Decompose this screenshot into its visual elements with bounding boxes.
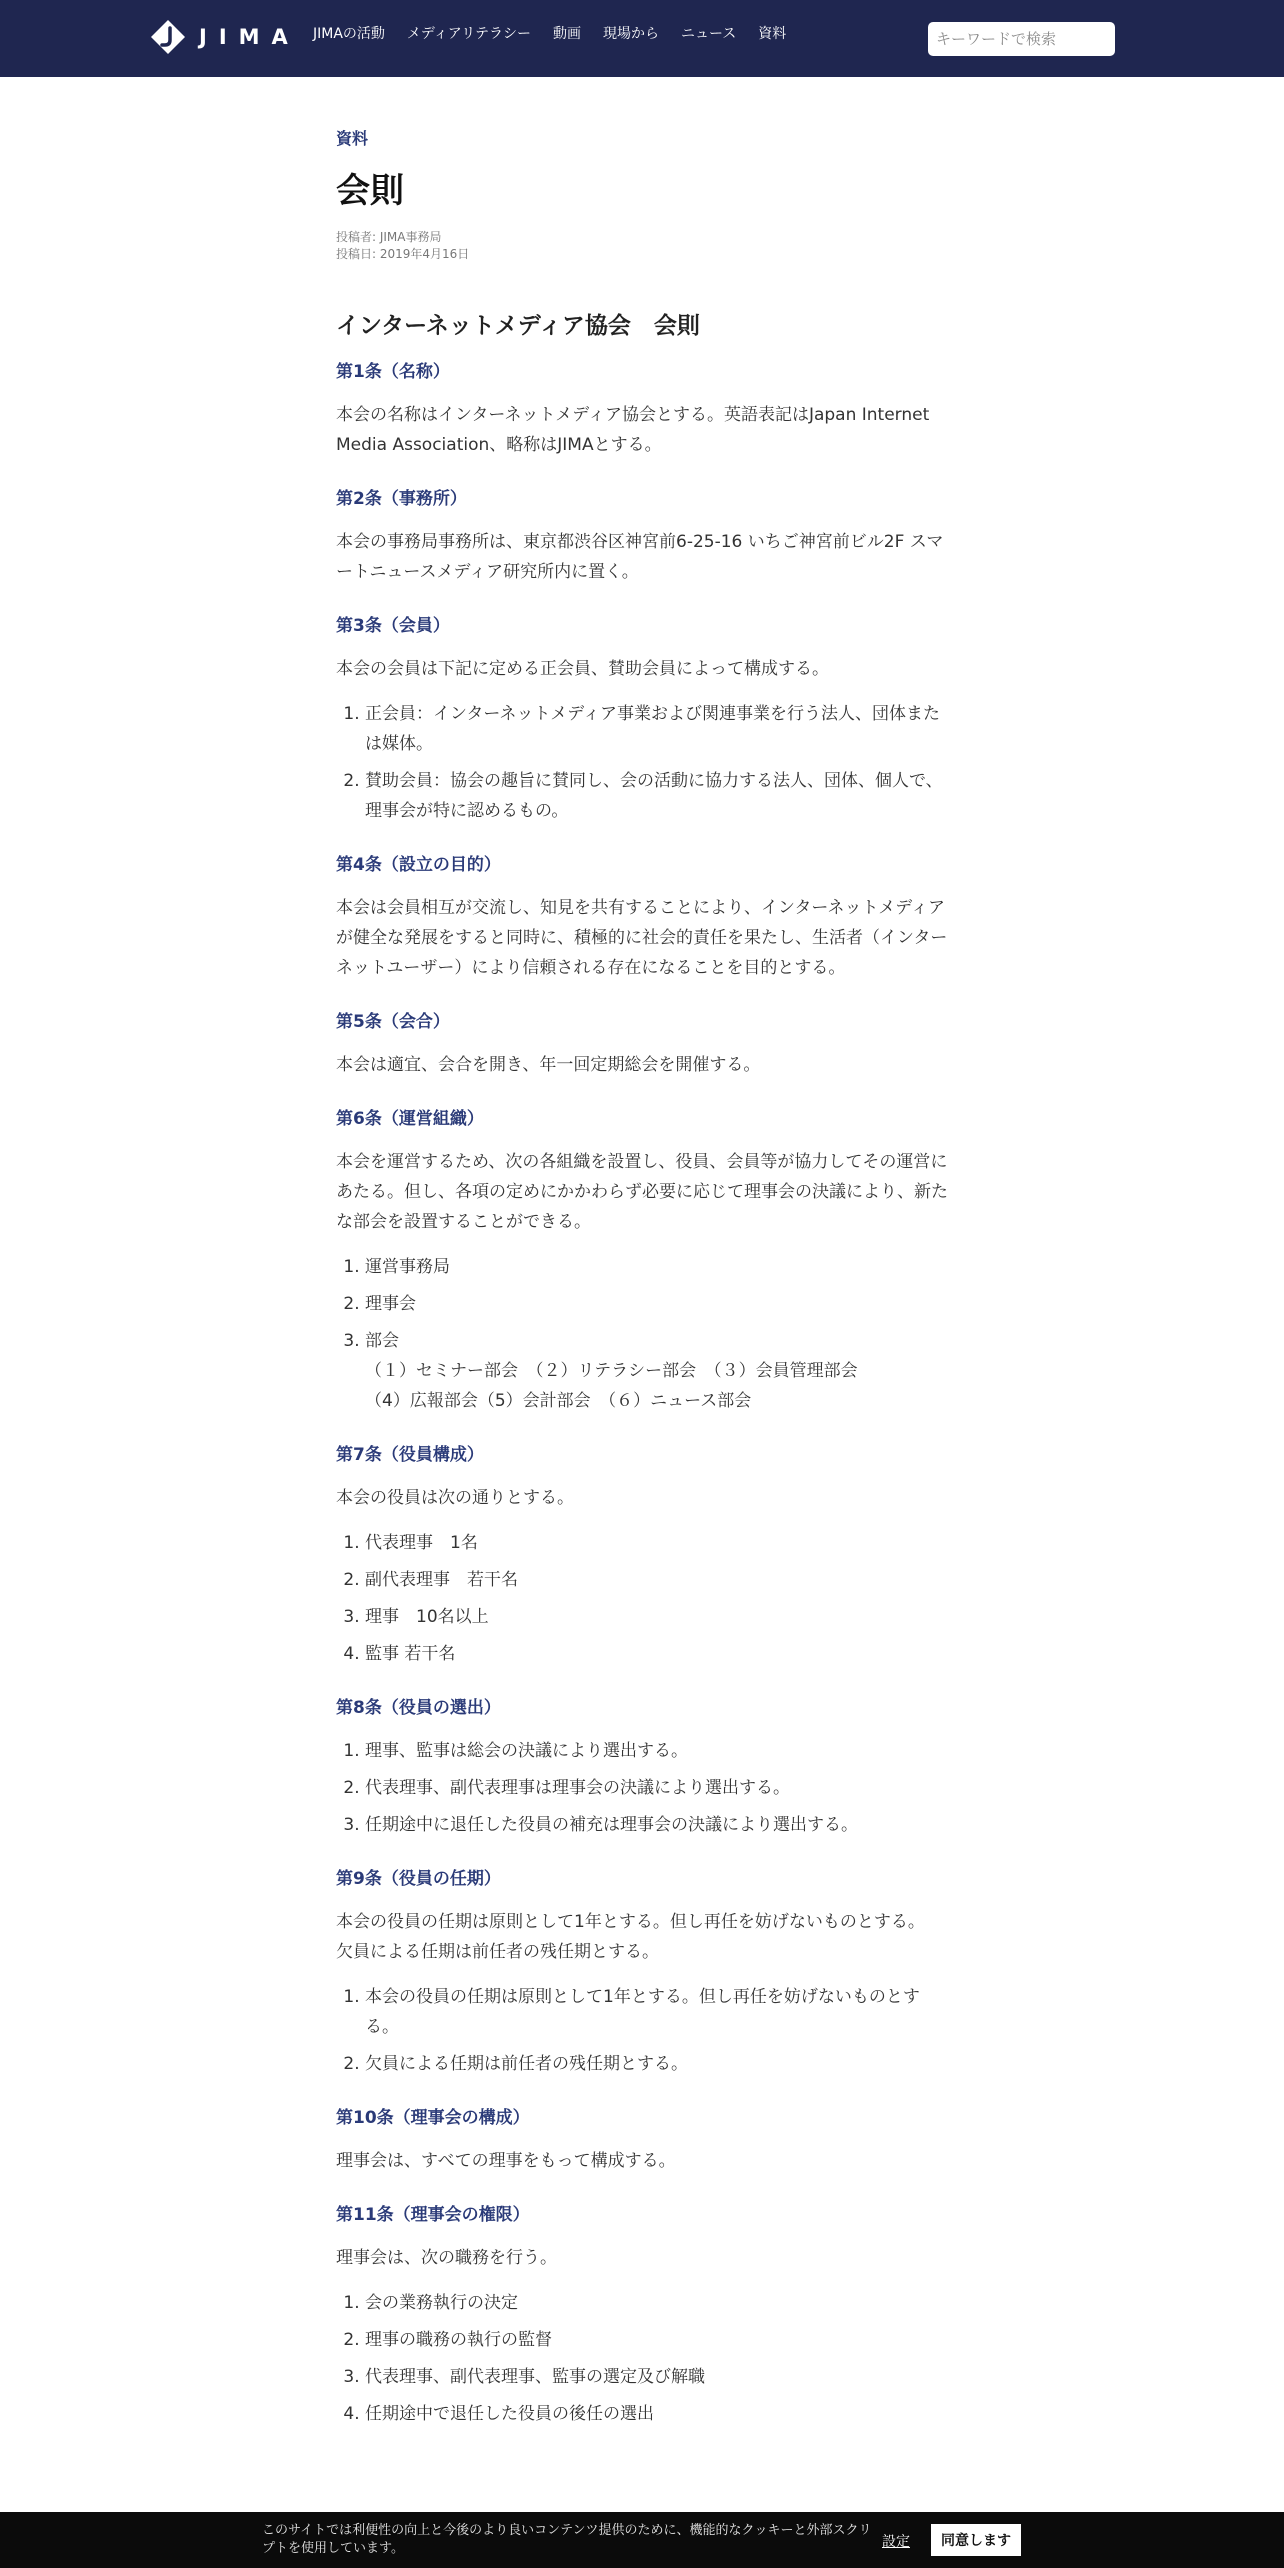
article-3-text: 本会の会員は下記に定める正会員、賛助会員によって構成する。 — [336, 659, 829, 679]
article-10-text: 理事会は、すべての理事をもって構成する。 — [336, 2151, 676, 2171]
article-11-text: 理事会は、次の職務を行う。 — [336, 2248, 557, 2268]
list-item: 1. 代表理事 1名 — [365, 1528, 950, 1558]
article-2-title: 第2条（事務所） — [336, 489, 467, 509]
jima-logo-icon — [151, 20, 185, 54]
nav-videos[interactable]: 動画 — [552, 26, 581, 42]
article-1-title: 第1条（名称） — [336, 362, 450, 382]
subcommittee-line-2: （4）広報部会（5）会計部会 （６）ニュース部会 — [365, 1391, 752, 1411]
subcommittee-line-1: （１）セミナー部会 （２）リテラシー部会 （３）会員管理部会 — [365, 1361, 858, 1381]
article-1-text: 本会の名称はインターネットメディア協会とする。英語表記はJapan Internet Media Association、略称はJIMAとする。 — [336, 405, 930, 455]
nav-news[interactable]: ニュース — [680, 26, 737, 42]
nav-activities[interactable]: JIMAの活動 — [313, 26, 385, 42]
site-logo[interactable] — [151, 20, 300, 54]
main-nav — [313, 24, 808, 44]
list-item: 2. 賛助会員：協会の趣旨に賛同し、会の活動に協力する法人、団体、個人で、理事会が特に認めるもの。 — [365, 766, 950, 826]
list-item-label: 部会 — [365, 1331, 399, 1351]
cookie-notice-text: このサイトでは利便性の向上と今後のより良いコンテンツ提供のために、機能的なクッキーと外部スクリプトを使用しています。 — [262, 2523, 872, 2556]
article-7-list — [365, 1528, 950, 1669]
nav-field-reports[interactable]: 現場から — [602, 26, 659, 42]
article-6-title: 第6条（運営組織） — [336, 1109, 484, 1129]
cookie-settings-link[interactable]: 設定 — [882, 2534, 910, 2550]
cookie-agree-button[interactable]: 同意します — [931, 2524, 1021, 2556]
list-item: 3. 任期途中に退任した役員の補充は理事会の決議により選出する。 — [365, 1810, 950, 1840]
list-item: 2. 副代表理事 若干名 — [365, 1565, 950, 1595]
article-8-title: 第8条（役員の選出） — [336, 1698, 501, 1718]
article-3-title: 第3条（会員） — [336, 616, 450, 636]
article-9-text-2: 欠員による任期は前任者の残任期とする。 — [336, 1942, 659, 1962]
article-11-title: 第11条（理事会の権限） — [336, 2205, 530, 2225]
site-header — [0, 0, 1284, 77]
list-item: 2. 欠員による任期は前任者の残任期とする。 — [365, 2049, 950, 2079]
logo-text: JIMA — [199, 25, 300, 49]
article-heading: インターネットメディア協会 会則 — [336, 313, 700, 339]
list-item: 4. 監事 若干名 — [365, 1639, 950, 1669]
category-link[interactable]: 資料 — [336, 129, 369, 148]
list-item: 2. 代表理事、副代表理事は理事会の決議により選出する。 — [365, 1773, 950, 1803]
post-date: 投稿日: 2019年4月16日 — [336, 247, 470, 261]
article-6-text: 本会を運営するため、次の各組織を設置し、役員、会員等が協力してその運営にあたる。但し、各項の定めにかかわらず必要に応じて理事会の決議により、新たな部会を設置することができる。 — [336, 1152, 948, 1232]
article-5-title: 第5条（会合） — [336, 1012, 450, 1032]
list-item: 1. 本会の役員の任期は原則として1年とする。但し再任を妨げないものとする。 — [365, 1982, 950, 2042]
article-9-list — [365, 1982, 950, 2079]
article-4-title: 第4条（設立の目的） — [336, 855, 501, 875]
list-item: 1. 運営事務局 — [365, 1252, 950, 1282]
search-input[interactable] — [928, 22, 1115, 56]
list-item: 1. 正会員：インターネットメディア事業および関連事業を行う法人、団体または媒体。 — [365, 699, 950, 759]
list-item: 2. 理事会 — [365, 1289, 950, 1319]
nav-documents[interactable]: 資料 — [758, 26, 787, 42]
list-item: 2. 理事の職務の執行の監督 — [365, 2325, 950, 2355]
article-body — [336, 306, 950, 2436]
article-9-title: 第9条（役員の任期） — [336, 1869, 501, 1889]
list-item — [365, 1326, 950, 1416]
list-item: 4. 任期途中で退任した役員の後任の選出 — [365, 2399, 950, 2429]
article-2-text: 本会の事務局事務所は、東京都渋谷区神宮前6-25-16 いちご神宮前ビル2F スマートニュースメディア研究所内に置く。 — [336, 532, 944, 582]
list-item: 1. 理事、監事は総会の決議により選出する。 — [365, 1736, 950, 1766]
article-7-text: 本会の役員は次の通りとする。 — [336, 1488, 574, 1508]
list-item: 3. 理事 10名以上 — [365, 1602, 950, 1632]
article-11-list — [365, 2288, 950, 2429]
article-3-list — [365, 699, 950, 826]
list-item: 1. 会の業務執行の決定 — [365, 2288, 950, 2318]
article-10-title: 第10条（理事会の構成） — [336, 2108, 530, 2128]
list-item: 3. 代表理事、副代表理事、監事の選定及び解職 — [365, 2362, 950, 2392]
post-meta — [336, 229, 469, 263]
article-7-title: 第7条（役員構成） — [336, 1445, 484, 1465]
article-9-text-1: 本会の役員の任期は原則として1年とする。但し再任を妨げないものとする。 — [336, 1912, 925, 1932]
article-4-text: 本会は会員相互が交流し、知見を共有することにより、インターネットメディアが健全な発展をすると同時に、積極的に社会的責任を果たし、生活者（インターネットユーザー）により信頼される存在になることを目的とする。 — [336, 898, 948, 978]
page-title: 会則 — [336, 171, 404, 211]
article-5-text: 本会は適宜、会合を開き、年一回定期総会を開催する。 — [336, 1055, 761, 1075]
article-8-list — [365, 1736, 950, 1840]
article-6-list — [365, 1252, 950, 1416]
cookie-banner — [0, 2512, 1284, 2568]
post-author: 投稿者: JIMA事務局 — [336, 230, 442, 244]
nav-media-literacy[interactable]: メディアリテラシー — [406, 26, 531, 42]
